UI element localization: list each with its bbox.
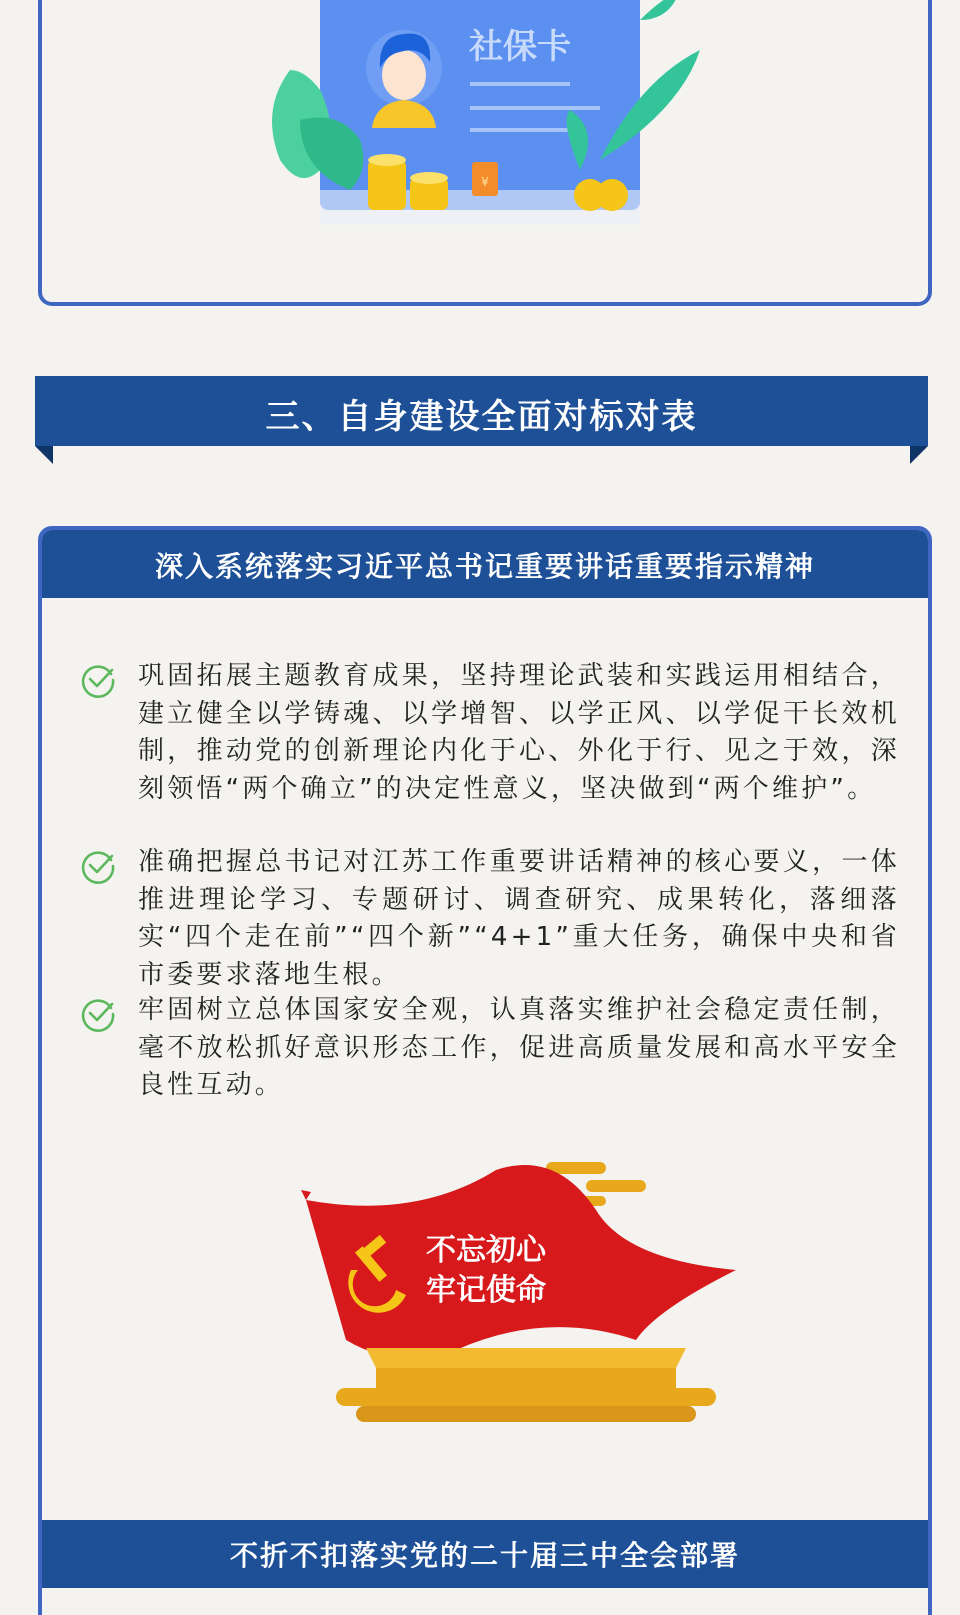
section-title: 三、自身建设全面对标对表: [265, 397, 698, 437]
social-card-label: 社保卡: [469, 27, 571, 67]
item-text: 巩固拓展主题教育成果，坚持理论武装和实践运用相结合，建立健全以学铸魂、以学增智、以学正风、以学促干长效机制，推动党的创新理论内化于心、外化于行、见之于效，深刻领悟“两个确立”的决定性意义，坚决做到“两个维护”。: [138, 661, 900, 804]
item-list: [42, 658, 928, 1105]
list-item: [42, 992, 928, 1105]
content-card: [38, 526, 932, 1615]
social-security-card-illustration: [260, 0, 720, 240]
coin-symbol: ¥: [481, 175, 489, 189]
check-circle-icon: [80, 848, 116, 884]
gold-base: [336, 1348, 716, 1422]
flag-slogan-line2: 牢记使命: [426, 1273, 546, 1308]
next-section-header: [42, 1520, 928, 1588]
list-item: [42, 658, 928, 844]
flag-slogan-line1: 不忘初心: [426, 1233, 546, 1268]
item-text: 准确把握总书记对江苏工作重要讲话精神的核心要义，一体推进理论学习、专题研讨、调查研究、成果转化，落细落实“四个走在前”“四个新”“4+1”重大任务，确保中央和省市委要求落地生根。: [138, 847, 900, 990]
section-banner: [35, 376, 928, 446]
banner-fold-left: [35, 446, 53, 464]
avatar-face: [382, 50, 426, 100]
list-item: [42, 844, 928, 992]
item-text: 牢固树立总体国家安全观，认真落实维护社会稳定责任制，毫不放松抓好意识形态工作，促进高质量发展和高水平安全良性互动。: [138, 995, 900, 1100]
banner-fold-right: [910, 446, 928, 464]
card-header: [42, 530, 928, 598]
next-section-title: 不折不扣落实党的二十届三中全会部署: [229, 1539, 740, 1572]
coin-icon: [596, 179, 628, 211]
card-header-title: 深入系统落实习近平总书记重要讲话重要指示精神: [154, 550, 815, 583]
check-circle-icon: [80, 996, 116, 1032]
check-circle-icon: [80, 662, 116, 698]
party-flag-illustration: [296, 1140, 756, 1440]
